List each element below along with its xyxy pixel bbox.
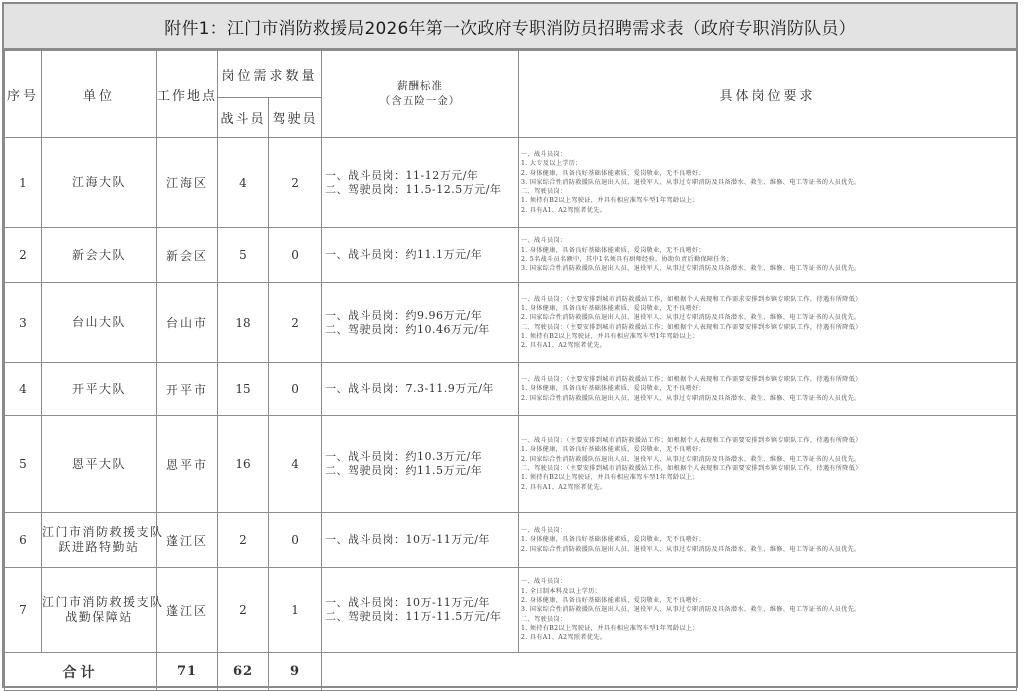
cell-unit (42, 416, 157, 513)
requirement-line: 1. 须持有B2以上驾驶证，并具有相应准驾车型1年驾龄以上； (521, 332, 699, 340)
salary-line: 一、战斗员岗：约11.1万元/年 (325, 248, 483, 261)
header-salary-line1: 薪酬标准 (397, 80, 444, 92)
salary-line: 一、战斗员岗：约10.3万元/年 (325, 450, 483, 463)
header-requirements: 具体岗位要求 (519, 51, 1017, 138)
table-row (5, 228, 1017, 283)
requirement-line: 1. 身体健康，具备良好基础体能素质，爱岗敬业，无不良嗜好； (521, 304, 705, 312)
requirement-line: 1. 身体健康，具备良好基础体能素质，爱岗敬业，无不良嗜好； (521, 246, 705, 254)
table-row (5, 138, 1017, 228)
requirement-line: 2. 具有A1、A2驾照者优先。 (521, 342, 607, 350)
table-body (5, 138, 1017, 691)
cell-location: 新会区 (157, 228, 218, 283)
header-salary (322, 51, 519, 138)
requirement-line: 二、驾驶员岗：（主要安排到城市消防救援站工作，如根据个人表现和工作需要安排到乡镇专职队工作，待遇有所降低） (521, 465, 862, 472)
cell-driver-count: 0 (269, 228, 322, 283)
salary-line: 二、驾驶员岗：11万-11.5万元/年 (325, 610, 502, 623)
requirement-line: 2. 国家综合性消防救援队伍退出人员、退役军人、从事过专职消防及具备潜水、救生、维修、电工等证书的人员优先。 (521, 314, 861, 322)
cell-location: 蓬江区 (157, 568, 218, 653)
header-seq: 序号 (5, 51, 42, 138)
table-row (5, 363, 1017, 416)
salary-line: 一、战斗员岗：10万-11万元/年 (325, 596, 490, 609)
requirement-line: 3. 国家综合性消防救援队伍退出人员、退役军人、从事过专职消防及具备潜水、救生、维修、电工等证书的人员优先。 (521, 606, 861, 614)
requirement-line: 2. 国家综合性消防救援队伍退出人员、退役军人、从事过专职消防及具备潜水、救生、维修、电工等证书的人员优先。 (521, 455, 861, 463)
cell-location: 恩平市 (157, 416, 218, 513)
total-label: 合计 (5, 653, 157, 691)
cell-fighter-count: 2 (218, 568, 269, 653)
cell-unit (42, 513, 164, 568)
cell-seq: 6 (5, 513, 42, 568)
salary-line: 一、战斗员岗：10万-11万元/年 (325, 533, 490, 546)
cell-driver-count: 1 (269, 568, 322, 653)
total-row (5, 653, 1017, 691)
salary-line: 一、战斗员岗：7.3-11.9万元/年 (325, 382, 494, 395)
total-empty-cell (322, 653, 1017, 691)
cell-salary (322, 416, 519, 513)
total-driver-count: 9 (269, 653, 322, 691)
cell-unit (42, 283, 157, 363)
requirement-line: 1. 身体健康，具备良好基础体能素质，爱岗敬业，无不良嗜好； (521, 446, 705, 454)
cell-driver-count: 2 (269, 283, 322, 363)
total-all-count: 71 (157, 653, 218, 691)
unit-name-line: 江门市消防救援支队 (42, 595, 164, 609)
salary-line: 一、战斗员岗：约9.96万元/年 (325, 308, 483, 322)
cell-salary (322, 228, 519, 283)
cell-salary (322, 363, 519, 416)
salary-line: 一、战斗员岗：11-12万元/年 (325, 168, 479, 182)
cell-driver-count: 2 (269, 138, 322, 228)
unit-name-line: 恩平大队 (71, 456, 126, 471)
table-row (5, 283, 1017, 363)
cell-fighter-count: 16 (218, 416, 269, 513)
cell-seq: 1 (5, 138, 42, 228)
table-row (5, 568, 1017, 653)
requirement-line: 2. 国家综合性消防救援队伍退出人员、退役军人、从事过专职消防及具备潜水、救生、维修、电工等证书的人员优先。 (521, 545, 861, 553)
requirement-line: 1. 全日制本科及以上学历； (521, 587, 602, 595)
cell-salary (322, 513, 519, 568)
requirement-line: 二、驾驶员岗： (521, 188, 567, 196)
cell-fighter-count: 4 (218, 138, 269, 228)
salary-line: 二、驾驶员岗：11.5-12.5万元/年 (325, 182, 502, 196)
unit-name-line: 开平大队 (71, 381, 126, 396)
requirement-line: 一、战斗员岗：（主要安排到城市消防救援站工作，如根据个人表现和工作需求安排到乡镇专职队工作，待遇有所降低） (521, 295, 862, 303)
table-row (5, 416, 1017, 513)
cell-requirements (519, 568, 1017, 653)
requirement-line: 二、驾驶员岗： (521, 615, 567, 623)
header-salary-line2: （含五险一金） (379, 95, 461, 107)
requirement-line: 2. 具有A1、A2驾照者优先。 (521, 483, 607, 491)
requirement-line: 1. 须持有B2以上驾驶证，并具有相应准驾车型1年驾龄以上； (521, 474, 699, 482)
cell-salary (322, 138, 519, 228)
header-location: 工作地点 (157, 51, 218, 138)
recruitment-demand-table (4, 50, 1017, 691)
header-driver: 驾驶员 (269, 98, 322, 138)
cell-unit (42, 568, 164, 653)
cell-seq: 4 (5, 363, 42, 416)
requirement-line: 1. 大专及以上学历； (521, 160, 582, 168)
total-fighter-count: 62 (218, 653, 269, 691)
table-row (5, 513, 1017, 568)
cell-fighter-count: 5 (218, 228, 269, 283)
requirement-line: 一、战斗员岗： (521, 527, 567, 535)
requirement-line: 2. 国家综合性消防救援队伍退出人员、退役军人、从事过专职消防及具备潜水、救生、维修、电工等证书的人员优先。 (521, 394, 861, 402)
requirement-line: 一、战斗员岗：（主要安排到城市消防救援站工作；如根据个人表现和工作需要安排到乡镇专职队工作，待遇有所降低） (521, 437, 862, 445)
cell-unit (42, 138, 157, 228)
cell-requirements (519, 283, 1017, 363)
recruitment-table-sheet (2, 2, 1018, 688)
requirement-line: 一、战斗员岗：（主要安排到城市消防救援站工作；如根据个人表现和工作需要安排到乡镇专职队工作，待遇有所降低） (521, 376, 862, 384)
header-demand-group: 岗位需求数量 (218, 51, 322, 98)
unit-name-line: 江门市消防救援支队 (42, 525, 164, 539)
cell-fighter-count: 2 (218, 513, 269, 568)
cell-location: 台山市 (157, 283, 218, 363)
cell-requirements (519, 138, 1017, 228)
unit-name-line: 跃进路特勤站 (58, 540, 140, 554)
cell-location: 江海区 (157, 138, 218, 228)
cell-requirements (519, 363, 1017, 416)
cell-seq: 7 (5, 568, 42, 653)
requirement-line: 2. 具有A1、A2驾照者优先。 (521, 206, 607, 214)
cell-requirements (519, 513, 1017, 568)
document-title: 附件1：江门市消防救援局2026年第一次政府专职消防员招聘需求表（政府专职消防队员） (4, 4, 1016, 50)
cell-seq: 3 (5, 283, 42, 363)
requirement-line: 1. 须持有B2以上驾驶证，并具有相应准驾车型1年驾龄以上； (521, 197, 699, 205)
cell-fighter-count: 18 (218, 283, 269, 363)
requirement-line: 1. 须持有B2以上驾驶证，并具有相应准驾车型1年驾龄以上； (521, 624, 699, 632)
requirement-line: 一、战斗员岗： (521, 237, 567, 245)
header-unit: 单位 (42, 51, 157, 138)
unit-name-line: 江海大队 (71, 175, 126, 189)
requirement-line: 2. 身体健康，具备良好基础体能素质，爱岗敬业，无不良嗜好； (521, 597, 705, 605)
cell-requirements (519, 228, 1017, 283)
requirement-line: 2. 5名战斗员名额中，其中1名须具有厨师经验，协助负责后勤保障任务； (521, 256, 733, 263)
header-fighter: 战斗员 (218, 98, 269, 138)
cell-driver-count: 0 (269, 513, 322, 568)
cell-location: 蓬江区 (157, 513, 218, 568)
requirement-line: 1. 身体健康，具备良好基础体能素质，爱岗敬业，无不良嗜好； (521, 385, 705, 393)
requirement-line: 一、战斗员岗： (521, 578, 567, 586)
requirement-line: 一、战斗员岗： (521, 150, 567, 158)
unit-name-line: 新会大队 (71, 247, 126, 262)
salary-line: 二、驾驶员岗：约10.46万元/年 (325, 322, 490, 336)
cell-location: 开平市 (157, 363, 218, 416)
cell-unit (42, 363, 157, 416)
cell-unit (42, 228, 157, 283)
requirement-line: 2. 身体健康，具备良好基础体能素质，爱岗敬业，无不良嗜好； (521, 169, 705, 177)
requirement-line: 3. 国家综合性消防救援队伍退出人员、退役军人、从事过专职消防及具备潜水、救生、维修、电工等证书的人员优先。 (521, 178, 861, 186)
cell-salary (322, 283, 519, 363)
unit-name-line: 台山大队 (71, 315, 126, 329)
requirement-line: 2. 具有A1、A2驾照者优先。 (521, 634, 607, 642)
requirement-line: 1. 身体健康，具备良好基础体能素质，爱岗敬业，无不良嗜好； (521, 536, 705, 544)
cell-seq: 5 (5, 416, 42, 513)
cell-salary (322, 568, 519, 653)
requirement-line: 二、驾驶员岗：（主要安排到城市消防救援站工作；如根据个人表现和工作需要安排到乡镇专职队工作，待遇有所降低） (521, 323, 862, 331)
requirement-line: 3. 国家综合性消防救援队伍退出人员、退役军人、从事过专职消防及具备潜水、救生、维修、电工等证书的人员优先。 (521, 265, 861, 273)
unit-name-line: 战勤保障站 (65, 610, 133, 624)
cell-requirements (519, 416, 1017, 513)
salary-line: 二、驾驶员岗：约11.5万元/年 (325, 464, 483, 477)
cell-seq: 2 (5, 228, 42, 283)
cell-fighter-count: 15 (218, 363, 269, 416)
cell-driver-count: 0 (269, 363, 322, 416)
cell-driver-count: 4 (269, 416, 322, 513)
